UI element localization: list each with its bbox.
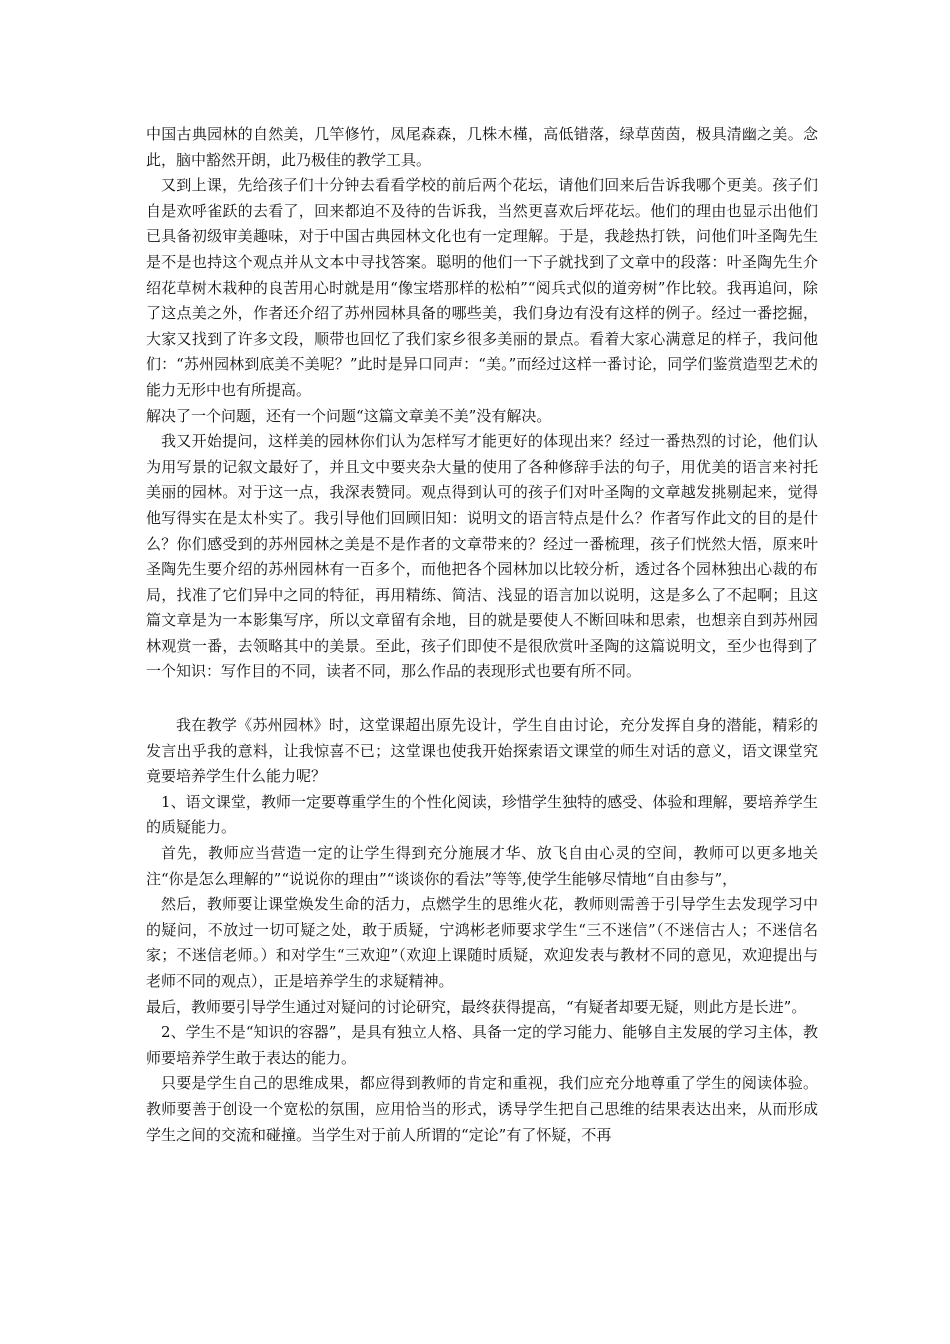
paragraph-student-thinking: 只要是学生自己的思维成果，都应得到教师的肯定和重视，我们应充分地尊重了学生的阅读体验。教师要善于创设一个宽松的氛围，应用恰当的形式，诱导学生把自己思维的结果表达出来，从而形成学生之间的交流和碰撞。当学生对于前人所谓的“定论”有了怀疑，不再 (146, 1074, 818, 1144)
paragraph-first: 首先，教师应当营造一定的让学生得到充分施展才华、放飞自由心灵的空间，教师可以更多地关注“你是怎么理解的”“说说你的理由”“谈谈你的看法”等等,使学生能够尽情地“自由参与”， (146, 844, 818, 888)
paragraph-point-2: 2、学生不是“知识的容器”，是具有独立人格、具备一定的学习能力、能够自主发展的学习主体，教师要培养学生敢于表达的能力。 (146, 1023, 818, 1067)
section-gap (146, 685, 818, 713)
paragraph-point-1: 1、语文课堂，教师一定要尊重学生的个性化阅读，珍惜学生独特的感受、体验和理解，要培养学生的质疑能力。 (146, 792, 818, 837)
paragraph-garden-beauty: 中国古典园林的自然美，几竿修竹，凤尾森森，几株木槿，高低错落，绿草茵茵，极具清幽之美。念此，脑中豁然开朗，此乃极佳的教学工具。 (146, 125, 818, 169)
document-page (146, 122, 818, 1148)
paragraph-then: 然后，教师要让课堂焕发生命的活力，点燃学生的思维火花，教师则需善于引导学生去发现学习中的疑问，不放过一切可疑之处，敢于质疑，宁鸿彬老师要求学生“三不迷信”（不迷信古人；不迷信名家；不迷信老师。）和对学生“三欢迎”（欢迎上课随时质疑，欢迎发表与教材不同的意见，欢迎提出与老师不同的观点），正是培养学生的求疑精神。 (146, 895, 818, 990)
paragraph-finally: 最后，教师要引导学生通过对疑问的讨论研究，最终获得提高，“有疑者却要无疑，则此方是长进”。 (146, 997, 807, 1016)
paragraph-teaching-reflection: 我在教学《苏州园林》时，这堂课超出原先设计，学生自由讨论，充分发挥自身的潜能，精彩的发言出乎我的意料，让我惊喜不已；这堂课也使我开始探索语文课堂的师生对话的意义，语文课堂究竟要培养学生什么能力呢？ (146, 716, 818, 786)
paragraph-remaining-question: 解决了一个问题，还有一个问题“这篇文章美不美”没有解决。 (146, 406, 552, 425)
paragraph-writing-style: 我又开始提问，这样美的园林你们认为怎样写才能更好的体现出来？经过一番热烈的讨论，他们认为用写景的记叙文最好了，并且文中要夹杂大量的使用了各种修辞手法的句子，用优美的语言来衬托美丽的园林。对于这一点，我深表赞同。观点得到认可的孩子们对叶圣陶的文章越发挑剔起来，觉得他写得实在是太朴实了。我引导他们回顾旧知：说明文的语言特点是什么？作者写作此文的目的是什么？你们感受到的苏州园林之美是不是作者的文章带来的？经过一番梳理，孩子们恍然大悟，原来叶圣陶先生要介绍的苏州园林有一百多个，而他把各个园林加以比较分析，透过各个园林独出心裁的布局，找准了它们异中之同的特征，再用精练、简洁、浅显的语言加以说明，这是多么了不起啊；且这篇文章是为一本影集写序，所以文章留有余地，目的就是要使人不断回味和思索，也想亲自到苏州园林观赏一番，去领略其中的美景。至此，孩子们即使不是很欣赏叶圣陶的这篇说明文，至少也得到了一个知识：写作目的不同，读者不同，那么作品的表现形式也要有所不同。 (146, 432, 818, 681)
paragraph-flower-beds: 又到上课，先给孩子们十分钟去看看学校的前后两个花坛，请他们回来后告诉我哪个更美。孩子们自是欢呼雀跃的去看了，回来都迫不及待的告诉我，当然更喜欢后坪花坛。他们的理由也显示出他们已具备初级审美趣味，对于中国古典园林文化也有一定理解。于是，我趁热打铁，问他们叶圣陶先生是不是也持这个观点并从文本中寻找答案。聪明的他们一下子就找到了文章中的段落：叶圣陶先生介绍花草树木栽种的良苦用心时就是用“像宝塔那样的松柏”“阅兵式似的道旁树”作比较。我再追问，除了这点美之外，作者还介绍了苏州园林具备的哪些美，我们身边有没有这样的例子。经过一番挖掘，大家又找到了许多文段，顺带也回忆了我们家乡很多美丽的景点。看着大家心满意足的样子，我问他们：“苏州园林到底美不美呢？”此时是异口同声：“美。”而经过这样一番讨论，同学们鉴赏造型艺术的能力无形中也有所提高。 (146, 176, 818, 399)
